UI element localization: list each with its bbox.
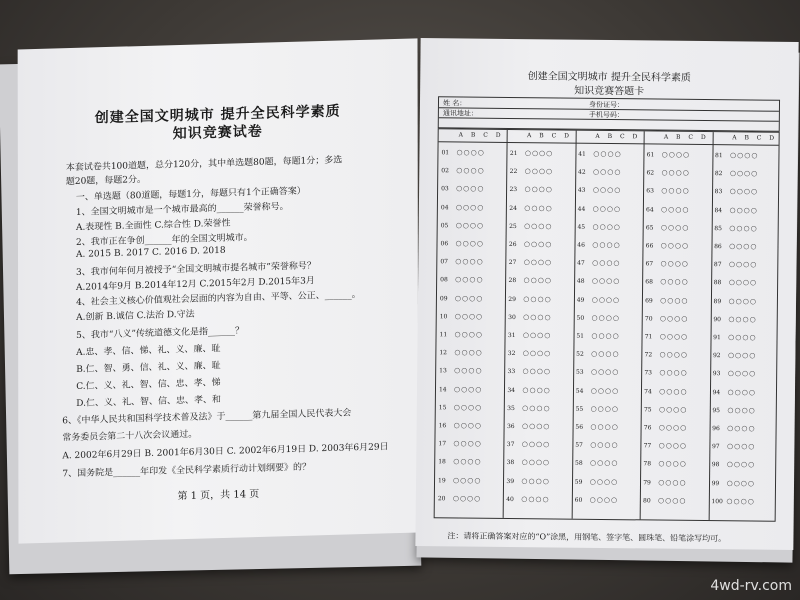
exam-paper xyxy=(18,38,419,543)
answer-bubbles[interactable]: ○○○○ xyxy=(453,475,482,485)
answer-bubbles[interactable]: ○○○○ xyxy=(522,349,552,358)
answer-bubbles[interactable]: ○○○○ xyxy=(524,167,554,176)
question-number: 75 xyxy=(643,406,652,414)
answer-bubbles[interactable]: ○○○○ xyxy=(728,260,758,269)
answer-bubbles[interactable]: ○○○○ xyxy=(591,277,621,286)
answer-bubbles[interactable]: ○○○○ xyxy=(453,457,482,467)
question-line: 2、我市正在争创______年的全国文明城市。 xyxy=(75,233,253,248)
question-number: 28 xyxy=(508,277,517,285)
question-number: 66 xyxy=(645,242,654,250)
answer-bubbles[interactable]: ○○○○ xyxy=(590,404,620,413)
answer-bubbles[interactable]: ○○○○ xyxy=(729,169,759,178)
answer-bubbles[interactable]: ○○○○ xyxy=(521,458,551,467)
answer-bubbles[interactable]: ○○○○ xyxy=(729,242,758,251)
answer-bubbles[interactable]: ○○○○ xyxy=(660,277,689,287)
sheet-title-line2: 知识竞赛答题卡 xyxy=(574,85,645,98)
question-number: 84 xyxy=(714,206,723,214)
page-number: 第 1 页，共 14 页 xyxy=(177,488,260,503)
exam-title-line2: 知识竞赛试卷 xyxy=(172,123,263,143)
phone-label: 手机号码： xyxy=(588,110,624,120)
sheet-title-line1: 创建全国文明城市 提升全民科学素质 xyxy=(527,71,691,84)
question-number: 88 xyxy=(713,279,722,287)
question-number: 25 xyxy=(509,222,517,230)
answer-bubbles[interactable]: ○○○○ xyxy=(523,312,552,322)
answer-bubbles[interactable]: ○○○○ xyxy=(456,184,485,194)
column-header: A B C D xyxy=(732,134,778,142)
question-number: 27 xyxy=(508,259,517,267)
question-number: 50 xyxy=(576,314,585,322)
question-number: 57 xyxy=(575,441,583,449)
answer-bubbles[interactable]: ○○○○ xyxy=(523,240,553,249)
answer-bubbles[interactable]: ○○○○ xyxy=(728,296,758,306)
answer-bubbles[interactable]: ○○○○ xyxy=(660,296,689,305)
question-number: 21 xyxy=(509,149,518,158)
answer-bubbles[interactable]: ○○○○ xyxy=(728,315,757,324)
question-number: 07 xyxy=(440,258,449,266)
question-number: 55 xyxy=(575,405,584,413)
question-number: 83 xyxy=(714,188,723,196)
answer-bubbles[interactable]: ○○○○ xyxy=(522,331,552,340)
question-number: 89 xyxy=(713,297,722,305)
question-line: 1、全国文明城市是一个城市最高的______荣誉称号。 xyxy=(75,201,289,218)
personal-info-table xyxy=(438,96,780,132)
question-number: 80 xyxy=(642,497,651,505)
answer-bubbles[interactable]: ○○○○ xyxy=(591,295,621,304)
question-number: 77 xyxy=(643,442,652,450)
question-number: 24 xyxy=(509,204,517,212)
question-number: 10 xyxy=(439,313,448,321)
answer-bubbles[interactable]: ○○○○ xyxy=(522,403,551,413)
question-number: 60 xyxy=(574,496,583,504)
question-number: 11 xyxy=(439,331,448,339)
answer-bubbles[interactable]: ○○○○ xyxy=(455,203,485,212)
question-number: 91 xyxy=(713,334,721,342)
question-number: 29 xyxy=(508,295,517,303)
answer-bubbles[interactable]: ○○○○ xyxy=(522,385,551,395)
question-number: 52 xyxy=(576,350,584,358)
question-number: 43 xyxy=(577,187,586,195)
answer-bubbles[interactable]: ○○○○ xyxy=(454,330,484,339)
answer-bubbles[interactable]: ○○○○ xyxy=(524,185,553,194)
question-number: 94 xyxy=(712,388,721,396)
question-number: 33 xyxy=(507,368,516,376)
question-number: 58 xyxy=(574,460,583,468)
column-header: A B C D xyxy=(663,133,709,142)
question-number: 90 xyxy=(713,315,722,323)
answer-bubbles[interactable]: ○○○○ xyxy=(452,494,482,503)
answer-bubbles[interactable]: ○○○○ xyxy=(729,205,758,215)
question-line: 3、我市何年何月被授予“全国文明城市提名城市”荣誉称号？ xyxy=(76,261,316,278)
answer-bubbles[interactable]: ○○○○ xyxy=(659,314,689,323)
column-header: A B C D xyxy=(527,132,572,140)
question-number: 100 xyxy=(711,497,723,506)
question-line: A.表现性 B.全面性 C.综合性 D.荣誉性 xyxy=(75,218,231,233)
question-line: 本套试卷共100道题，总分120分，其中单选题80题，每题1分；多选 xyxy=(65,155,343,174)
question-number: 17 xyxy=(438,440,447,448)
answer-sheet xyxy=(415,38,798,550)
question-number: 70 xyxy=(644,315,653,323)
answer-bubbles[interactable]: ○○○○ xyxy=(521,476,550,486)
answer-bubbles[interactable]: ○○○○ xyxy=(456,148,485,157)
question-number: 15 xyxy=(438,404,447,412)
question-number: 62 xyxy=(646,169,655,177)
question-number: 46 xyxy=(577,241,585,249)
question-number: 76 xyxy=(643,424,652,432)
question-line: 6、《中华人民共和国科学技术普及法》于______第九届全国人民代表大会 xyxy=(62,408,352,427)
answer-bubbles[interactable]: ○○○○ xyxy=(659,368,688,378)
question-number: 65 xyxy=(645,224,654,232)
question-line: D.仁、义、礼、智、信、忠、孝、和 xyxy=(76,394,221,410)
answer-bubbles[interactable]: ○○○○ xyxy=(727,387,757,397)
answer-bubbles[interactable]: ○○○○ xyxy=(589,459,619,468)
answer-bubbles[interactable]: ○○○○ xyxy=(454,348,483,357)
column-header: A B C D xyxy=(458,131,504,139)
answer-bubbles[interactable]: ○○○○ xyxy=(661,205,690,214)
answer-bubbles[interactable]: ○○○○ xyxy=(456,166,485,175)
exam-title-line1: 创建全国文明城市 提升全民科学素质 xyxy=(94,103,341,127)
answer-column xyxy=(708,132,780,521)
answer-bubbles[interactable]: ○○○○ xyxy=(661,150,691,159)
answer-bubbles[interactable]: ○○○○ xyxy=(524,149,554,158)
question-line: 常务委员会第二十八次会议通过。 xyxy=(62,429,198,444)
question-number: 19 xyxy=(438,476,446,484)
question-number: 53 xyxy=(575,369,584,377)
answer-bubbles[interactable]: ○○○○ xyxy=(454,312,484,321)
id-label: 身份证号： xyxy=(588,100,625,110)
answer-bubbles[interactable]: ○○○○ xyxy=(592,222,621,231)
answer-bubbles[interactable]: ○○○○ xyxy=(593,149,622,159)
answer-bubbles[interactable]: ○○○○ xyxy=(524,203,553,213)
answer-bubbles[interactable]: ○○○○ xyxy=(592,259,621,268)
question-number: 03 xyxy=(441,185,449,193)
answer-bubbles[interactable]: ○○○○ xyxy=(659,387,688,396)
question-number: 34 xyxy=(507,386,516,394)
answer-bubbles[interactable]: ○○○○ xyxy=(523,258,553,267)
question-number: 71 xyxy=(644,333,653,341)
answer-bubbles[interactable]: ○○○○ xyxy=(728,278,758,287)
question-number: 95 xyxy=(712,406,721,414)
answer-bubbles[interactable]: ○○○○ xyxy=(455,257,484,266)
answer-bubbles[interactable]: ○○○○ xyxy=(454,366,483,376)
question-number: 02 xyxy=(441,167,449,175)
question-number: 51 xyxy=(576,332,585,340)
answer-bubbles[interactable]: ○○○○ xyxy=(589,495,619,504)
question-number: 82 xyxy=(714,170,723,178)
answer-bubbles[interactable]: ○○○○ xyxy=(727,351,757,360)
answer-bubbles[interactable]: ○○○○ xyxy=(659,350,689,360)
question-number: 35 xyxy=(507,404,515,412)
question-number: 93 xyxy=(712,370,721,378)
question-number: 78 xyxy=(643,460,652,468)
question-number: 04 xyxy=(440,203,449,211)
question-line: A.创新 B.诚信 C.法治 D.守法 xyxy=(76,309,195,323)
question-line: 7、国务院是______年印发《全民科学素质行动计划纲要》的？ xyxy=(62,462,312,480)
answer-bubbles[interactable]: ○○○○ xyxy=(453,439,482,448)
answer-bubbles[interactable]: ○○○○ xyxy=(657,496,687,505)
answer-column xyxy=(571,131,644,520)
question-number: 74 xyxy=(644,387,652,396)
answer-bubbles[interactable]: ○○○○ xyxy=(455,221,485,230)
question-line: 5、我市“八义”传统道德文化是指______？ xyxy=(76,326,245,341)
question-number: 45 xyxy=(577,223,586,231)
answer-bubbles[interactable]: ○○○○ xyxy=(728,333,757,342)
answer-column xyxy=(435,129,508,518)
answer-bubbles[interactable]: ○○○○ xyxy=(521,494,550,504)
answer-bubbles[interactable]: ○○○○ xyxy=(658,405,688,414)
answer-bubbles[interactable]: ○○○○ xyxy=(590,368,620,377)
answer-bubbles[interactable]: ○○○○ xyxy=(726,478,756,488)
question-number: 56 xyxy=(575,423,584,431)
answer-column xyxy=(640,131,713,520)
question-line: 题20题，每题2分。 xyxy=(65,174,147,188)
answer-bubbles[interactable]: ○○○○ xyxy=(591,331,620,341)
question-number: 67 xyxy=(645,260,654,268)
question-number: 59 xyxy=(574,478,583,486)
answer-bubbles[interactable]: ○○○○ xyxy=(729,224,758,233)
answer-bubbles[interactable]: ○○○○ xyxy=(661,168,690,178)
question-number: 14 xyxy=(438,385,447,393)
answer-bubbles[interactable]: ○○○○ xyxy=(522,367,552,376)
answer-bubbles[interactable]: ○○○○ xyxy=(521,422,551,431)
question-number: 64 xyxy=(646,205,654,214)
question-line: 一、单选题（80道题，每题1分，每题只有1个正确答案） xyxy=(75,186,306,203)
sheet-note: 注：请将正确答案对应的“O”涂黑，用钢笔、签字笔、圆珠笔、铅笔涂写均可。 xyxy=(447,531,727,544)
answer-bubbles[interactable]: ○○○○ xyxy=(658,441,688,451)
question-line: A.忠、孝、信、悌、礼、义、廉、耻 xyxy=(76,343,221,358)
answer-bubbles[interactable]: ○○○○ xyxy=(592,186,622,195)
question-number: 73 xyxy=(644,369,653,377)
answer-bubbles[interactable]: ○○○○ xyxy=(660,241,690,250)
answer-bubbles[interactable]: ○○○○ xyxy=(521,440,551,449)
answer-bubbles[interactable]: ○○○○ xyxy=(453,421,483,430)
answer-bubbles[interactable]: ○○○○ xyxy=(726,442,756,451)
answer-bubbles[interactable]: ○○○○ xyxy=(590,422,619,432)
question-number: 72 xyxy=(644,351,653,359)
answer-bubbles[interactable]: ○○○○ xyxy=(727,424,756,433)
question-number: 16 xyxy=(438,422,447,430)
question-number: 48 xyxy=(576,278,585,286)
name-label: 姓 名： xyxy=(442,99,467,108)
question-number: 20 xyxy=(437,495,446,503)
question-number: 36 xyxy=(506,422,515,431)
answer-bubbles[interactable]: ○○○○ xyxy=(590,386,620,395)
answer-bubbles[interactable]: ○○○○ xyxy=(523,276,553,285)
question-number: 40 xyxy=(506,495,514,503)
answer-bubbles[interactable]: ○○○○ xyxy=(523,294,552,304)
question-number: 13 xyxy=(439,367,447,375)
question-number: 68 xyxy=(645,278,653,286)
question-number: 08 xyxy=(440,276,448,284)
question-number: 31 xyxy=(507,331,516,340)
answer-grid xyxy=(434,128,780,522)
question-number: 44 xyxy=(577,205,586,213)
question-number: 23 xyxy=(509,186,518,194)
answer-bubbles[interactable]: ○○○○ xyxy=(454,294,484,303)
question-line: A. 2002年6月29日 B. 2001年6月30日 C. 2002年6月19日 D. 2003年6月29日 xyxy=(62,442,389,462)
question-number: 22 xyxy=(509,168,518,176)
question-line: A.2014年9月 B.2014年12月 C.2015年2月 D.2015年3月 xyxy=(76,276,315,293)
answer-bubbles[interactable]: ○○○○ xyxy=(592,204,622,213)
address-label: 通讯地址： xyxy=(442,109,478,118)
answer-bubbles[interactable]: ○○○○ xyxy=(453,384,483,394)
question-number: 26 xyxy=(508,240,517,249)
answer-bubbles[interactable]: ○○○○ xyxy=(524,221,553,231)
question-line: 4、社会主义核心价值观社会层面的内容为自由、平等、公正、______。 xyxy=(76,290,361,308)
answer-bubbles[interactable]: ○○○○ xyxy=(589,477,619,486)
question-number: 99 xyxy=(711,479,720,487)
question-number: 12 xyxy=(439,349,448,357)
question-number: 06 xyxy=(440,240,449,248)
question-number: 42 xyxy=(578,168,586,176)
question-number: 96 xyxy=(712,425,720,433)
answer-bubbles[interactable]: ○○○○ xyxy=(727,406,756,415)
question-number: 87 xyxy=(713,261,722,269)
answer-bubbles[interactable]: ○○○○ xyxy=(590,441,619,450)
question-number: 09 xyxy=(439,294,448,302)
question-number: 97 xyxy=(711,443,720,451)
question-number: 92 xyxy=(712,352,721,360)
answer-bubbles[interactable]: ○○○○ xyxy=(661,186,690,196)
answer-bubbles[interactable]: ○○○○ xyxy=(660,223,690,232)
question-number: 30 xyxy=(508,313,516,321)
question-number: 41 xyxy=(578,150,586,158)
answer-bubbles[interactable]: ○○○○ xyxy=(658,478,687,487)
question-number: 47 xyxy=(577,259,585,267)
answer-bubbles[interactable]: ○○○○ xyxy=(726,497,755,506)
answer-bubbles[interactable]: ○○○○ xyxy=(453,403,483,412)
answer-bubbles[interactable]: ○○○○ xyxy=(729,187,759,196)
answer-bubbles[interactable]: ○○○○ xyxy=(727,369,757,378)
answer-bubbles[interactable]: ○○○○ xyxy=(660,259,689,269)
question-number: 01 xyxy=(441,149,450,157)
question-number: 38 xyxy=(506,459,515,467)
column-header: A B C D xyxy=(595,132,641,141)
question-number: 39 xyxy=(506,477,515,485)
question-number: 81 xyxy=(715,152,723,160)
answer-bubbles[interactable]: ○○○○ xyxy=(593,168,622,177)
question-number: 63 xyxy=(646,187,654,195)
answer-bubbles[interactable]: ○○○○ xyxy=(730,151,759,160)
question-number: 49 xyxy=(576,296,585,304)
question-number: 05 xyxy=(440,222,449,230)
answer-bubbles[interactable]: ○○○○ xyxy=(658,459,687,469)
question-line: C.仁、义、礼、智、信、忠、孝、悌 xyxy=(76,377,221,392)
question-number: 79 xyxy=(643,478,651,487)
answer-column xyxy=(503,130,576,519)
answer-bubbles[interactable]: ○○○○ xyxy=(591,313,621,322)
question-number: 98 xyxy=(711,461,720,469)
answer-bubbles[interactable]: ○○○○ xyxy=(659,332,689,341)
question-number: 18 xyxy=(438,458,446,466)
site-watermark: 4wd-rv.com xyxy=(710,578,792,594)
answer-bubbles[interactable]: ○○○○ xyxy=(592,240,621,250)
question-number: 37 xyxy=(506,441,515,449)
answer-bubbles[interactable]: ○○○○ xyxy=(658,423,688,432)
question-line: A. 2015 B. 2017 C. 2016 D. 2018 xyxy=(75,245,226,260)
question-number: 32 xyxy=(507,350,516,358)
answer-bubbles[interactable]: ○○○○ xyxy=(455,239,484,248)
question-number: 85 xyxy=(714,224,722,232)
question-line: B.仁、智、勇、信、礼、义、廉、耻 xyxy=(76,360,221,375)
question-number: 86 xyxy=(714,243,722,251)
question-number: 69 xyxy=(645,296,653,305)
answer-bubbles[interactable]: ○○○○ xyxy=(591,350,620,359)
answer-bubbles[interactable]: ○○○○ xyxy=(726,460,756,469)
question-number: 54 xyxy=(575,387,584,395)
answer-bubbles[interactable]: ○○○○ xyxy=(455,275,484,285)
question-number: 61 xyxy=(646,151,655,159)
